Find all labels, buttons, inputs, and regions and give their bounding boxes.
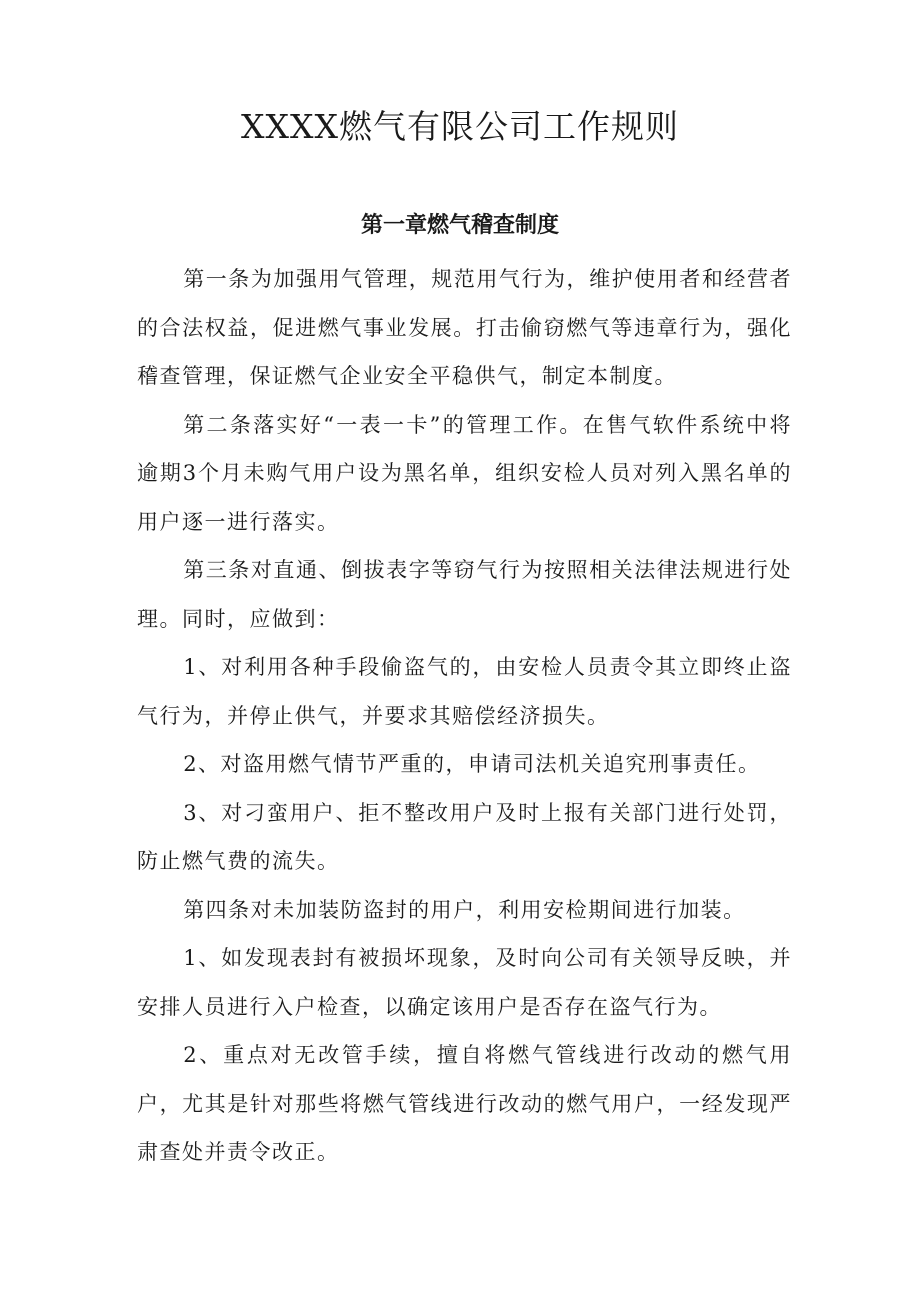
paragraph-article-3: 第三条对直通、倒拔表字等窃气行为按照相关法律法规进行处理。同时，应做到：: [137, 558, 792, 631]
paragraph-article-1: 第一条为加强用气管理，规范用气行为，维护使用者和经营者的合法权益，促进燃气事业发展。打击偷窃燃气等违章行为，强化稽查管理，保证燃气企业安全平稳供气，制定本制度。: [137, 267, 792, 388]
paragraph-article-3-item-2: 2、对盗用燃气情节严重的，申请司法机关追究刑事责任。: [183, 752, 761, 776]
paragraph-article-4-item-2: 2、重点对无改管手续，擅自将燃气管线进行改动的燃气用户，尤其是针对那些将燃气管线进行改动的燃气用户，一经发现严肃查处并责令改正。: [137, 1043, 792, 1164]
paragraph-article-4: 第四条对未加装防盗封的用户，利用安检期间进行加装。: [183, 897, 746, 922]
paragraph-article-4-item-1: 1、如发现表封有被损坏现象，及时向公司有关领导反映，并安排人员进行入户检查，以确定该用户是否存在盗气行为。: [137, 946, 792, 1019]
document-body: [137, 255, 792, 1177]
paragraph-article-2: 第二条落实好“一表一卡”的管理工作。在售气软件系统中将逾期3个月未购气用户设为黑名单，组织安检人员对列入黑名单的用户逐一进行落实。: [137, 412, 792, 534]
paragraph-article-3-item-3: 3、对刁蛮用户、拒不整改用户及时上报有关部门进行处罚，防止燃气费的流失。: [137, 800, 792, 873]
paragraph-article-3-item-1: 1、对利用各种手段偷盗气的，由安检人员责令其立即终止盗气行为，并停止供气，并要求其赔偿经济损失。: [137, 655, 792, 728]
chapter-title: 第一章燃气稽查制度: [360, 213, 559, 238]
document-title: XXXX燃气有限公司工作规则: [241, 107, 679, 146]
